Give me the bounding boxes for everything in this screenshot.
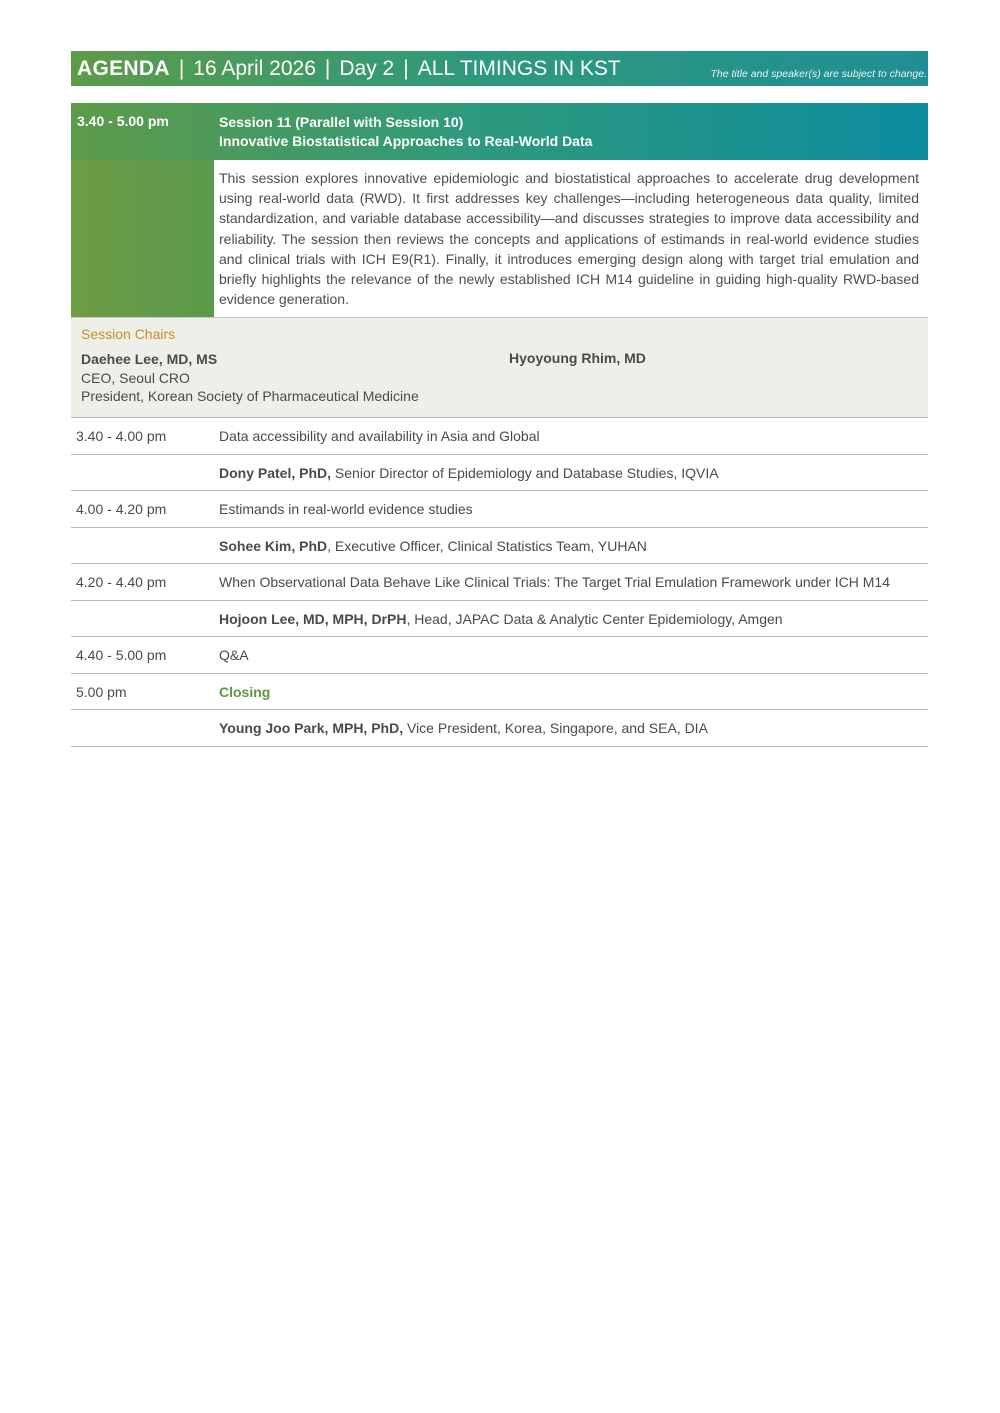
session-description-row	[71, 160, 928, 317]
subject-to-change-note: The title and speaker(s) are subject to change.	[710, 68, 927, 80]
speaker-name: Young Joo Park, MPH, PhD,	[219, 720, 404, 737]
speaker-row	[71, 454, 928, 491]
agenda-banner	[71, 51, 928, 86]
schedule-row	[71, 636, 928, 673]
speaker-name: Dony Patel, PhD,	[219, 464, 332, 481]
session-header	[71, 103, 928, 160]
agenda-day: Day 2	[339, 56, 395, 80]
speaker-row	[71, 600, 928, 637]
speaker-info	[219, 720, 928, 736]
schedule-row	[71, 563, 928, 600]
chair-1	[81, 350, 419, 406]
agenda-timing: ALL TIMINGS IN KST	[417, 56, 621, 80]
agenda-date: 16 April 2026	[193, 56, 316, 80]
speaker-info	[219, 611, 928, 627]
schedule-row	[71, 673, 928, 710]
chair-1-role: President, Korean Society of Pharmaceutical Medicine	[81, 388, 419, 405]
row-time: 4.20 - 4.40 pm	[76, 574, 167, 591]
speaker-info	[219, 538, 928, 554]
talk-title: When Observational Data Behave Like Clinical Trials: The Target Trial Emulation Framework under ICH M14	[219, 574, 890, 591]
banner-separator: |	[178, 56, 185, 80]
speaker-row	[71, 527, 928, 564]
chair-2-name: Hyoyoung Rhim, MD	[509, 350, 646, 367]
session-chairs-label: Session Chairs	[81, 326, 176, 343]
banner-separator: |	[324, 56, 331, 80]
session-description: This session explores innovative epidemiologic and biostatistical approaches to accelerate drug development using real-world data (RWD). It first addresses key challenges—including heterogeneous data quality, limited standardization, and variable database accessibility—and discusses strategies to improve data accessibility and reliability. The session then reviews the concepts and applications of estimands in real-world evidence studies and clinical trials with ICH E9(R1). Finally, it introduces emerging design along with target trial emulation and briefly highlights the relevance of the newly established ICH M14 guideline in guiding high-quality RWD-based evidence generation.	[219, 170, 919, 308]
row-time: 4.40 - 5.00 pm	[76, 647, 167, 664]
schedule-row	[71, 417, 928, 454]
session-titles	[219, 103, 592, 160]
schedule-table	[71, 417, 928, 747]
session-time: 3.40 - 5.00 pm	[77, 113, 169, 129]
chair-2	[509, 350, 646, 366]
banner-separator: |	[403, 56, 409, 80]
closing-label: Closing	[219, 683, 271, 700]
chair-1-name: Daehee Lee, MD, MS	[81, 351, 218, 368]
chair-1-role: CEO, Seoul CRO	[81, 369, 190, 386]
session-chairs	[71, 317, 928, 417]
talk-title: Estimands in real-world evidence studies	[219, 501, 473, 518]
row-time: 4.00 - 4.20 pm	[76, 501, 167, 518]
speaker-affiliation: , Head, JAPAC Data & Analytic Center Epidemiology, Amgen	[406, 610, 783, 627]
schedule-row	[71, 490, 928, 527]
talk-title: Q&A	[219, 647, 249, 664]
row-time: 3.40 - 4.00 pm	[76, 428, 167, 445]
speaker-row	[71, 709, 928, 747]
speaker-name: Sohee Kim, PhD	[219, 537, 328, 554]
session-sidebar	[71, 160, 214, 317]
speaker-info	[219, 465, 928, 481]
row-time: 5.00 pm	[76, 683, 127, 700]
agenda-page	[71, 51, 928, 747]
speaker-name: Hojoon Lee, MD, MPH, DrPH	[219, 610, 407, 627]
speaker-affiliation: Vice President, Korea, Singapore, and SEA, DIA	[403, 720, 708, 737]
talk-title: Data accessibility and availability in Asia and Global	[219, 428, 540, 445]
speaker-affiliation: Senior Director of Epidemiology and Database Studies, IQVIA	[331, 464, 719, 481]
agenda-label: AGENDA	[77, 56, 170, 80]
session-title-line2: Innovative Biostatistical Approaches to Real-World Data	[219, 133, 593, 149]
speaker-affiliation: , Executive Officer, Clinical Statistics Team, YUHAN	[327, 537, 647, 554]
session-title-line1: Session 11 (Parallel with Session 10)	[219, 114, 464, 130]
